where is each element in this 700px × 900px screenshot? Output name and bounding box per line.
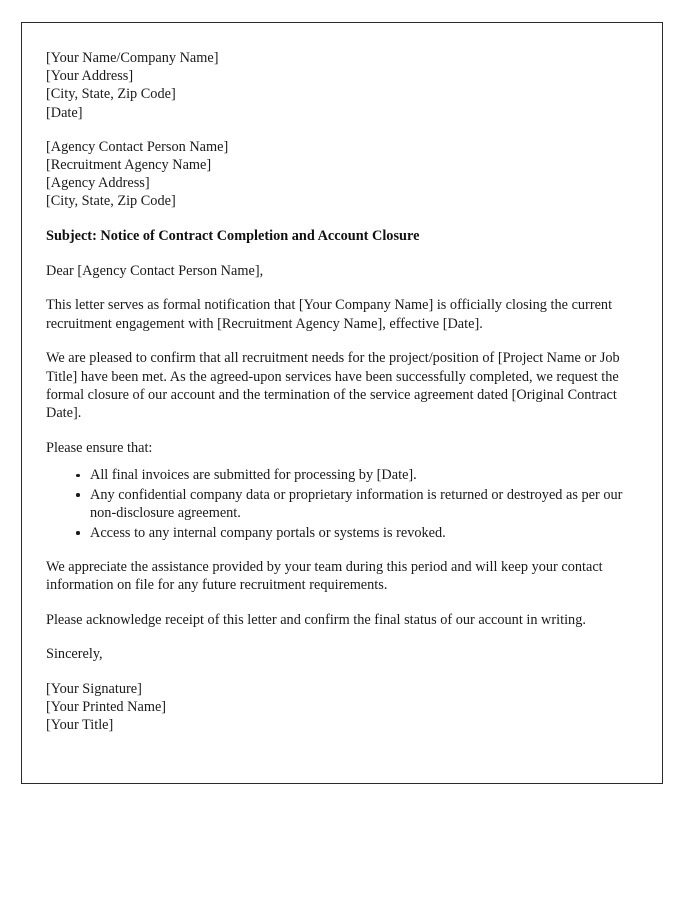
list-item: Any confidential company data or proprietary information is returned or destroyed as per our non-disclosure agreement. xyxy=(76,486,640,523)
list-item: All final invoices are submitted for processing by [Date]. xyxy=(76,466,640,484)
letter-content xyxy=(22,23,662,734)
list-lead-in: Please ensure that: xyxy=(46,439,153,456)
recipient-line-2: [Recruitment Agency Name] xyxy=(46,157,212,174)
sender-line-3: [City, State, Zip Code] xyxy=(46,86,176,103)
body-paragraph-3: We appreciate the assistance provided by your team during this period and will keep your contact information on file for any future recruitment requirements. xyxy=(46,558,603,594)
subject-line: Subject: Notice of Contract Completion and Account Closure xyxy=(46,227,420,244)
recipient-line-4: [City, State, Zip Code] xyxy=(46,193,176,210)
salutation: Dear [Agency Contact Person Name], xyxy=(46,263,264,280)
body-paragraph-4: Please acknowledge receipt of this letter and confirm the final status of our account in writing. xyxy=(46,611,586,628)
printed-name-line: [Your Printed Name] xyxy=(46,698,167,715)
recipient-line-3: [Agency Address] xyxy=(46,175,150,192)
body-paragraph-2: We are pleased to confirm that all recruitment needs for the project/position of [Project Name or Job Title] have been met. As the agreed-upon services have been successfully completed, we request the formal closure of our account and the termination of the service agreement dated [Original Contract Date]. xyxy=(46,350,620,422)
sender-line-2: [Your Address] xyxy=(46,68,134,85)
list-item: Access to any internal company portals or systems is revoked. xyxy=(76,524,640,542)
requirements-list xyxy=(46,466,640,542)
closing-salutation: Sincerely, xyxy=(46,646,103,663)
sender-address-block xyxy=(46,49,640,122)
signature-block xyxy=(46,680,640,735)
body-paragraph-1: This letter serves as formal notification that [Your Company Name] is officially closing the current recruitment engagement with [Recruitment Agency Name], effective [Date]. xyxy=(46,297,613,332)
signature-line: [Your Signature] xyxy=(46,680,142,697)
sender-line-4-date: [Date] xyxy=(46,104,83,121)
sender-line-1: [Your Name/Company Name] xyxy=(46,50,219,66)
letter-page-frame xyxy=(21,22,663,784)
recipient-address-block xyxy=(46,138,640,211)
title-line: [Your Title] xyxy=(46,716,114,733)
recipient-line-1: [Agency Contact Person Name] xyxy=(46,138,229,155)
